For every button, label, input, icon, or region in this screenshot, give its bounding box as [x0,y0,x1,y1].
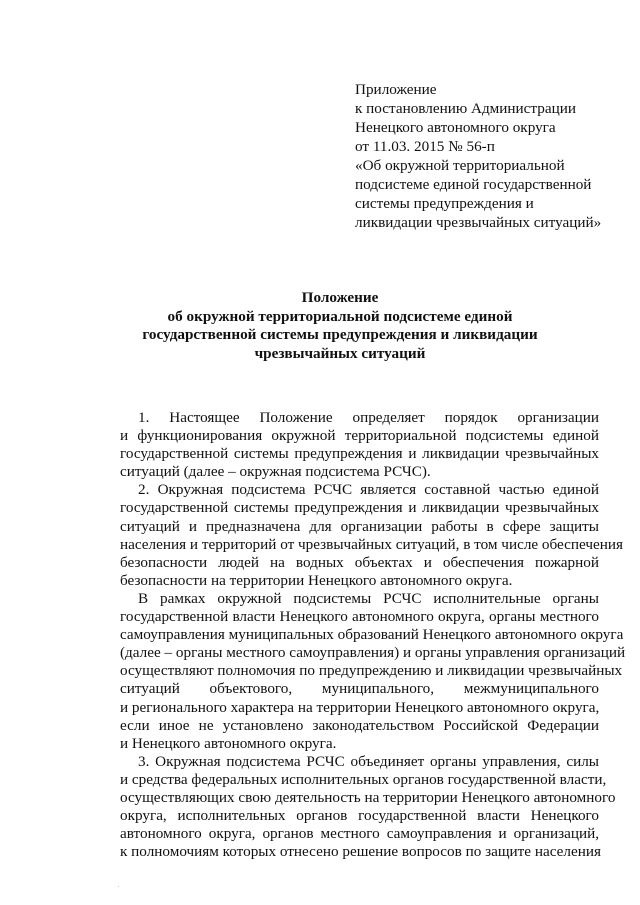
title-line: Положение [301,289,379,306]
paragraph-2-line: безопасности на территории Ненецкого автономного округа. [120,571,513,589]
appendix-line: «Об окружной территориальной [355,157,565,174]
appendix-line: системы предупреждения и [355,195,534,212]
appendix-line: Приложение [355,81,437,98]
paragraph-3-line: государственной власти Ненецкого автономного округа, органы местного [120,608,599,626]
paragraph-3-line: самоуправления муниципальных образований Ненецкого автономного округа [120,626,624,644]
paragraph-1-line: и функционирования окружной территориальной подсистемы единой [120,427,599,445]
paragraph-1-line: ситуаций (далее – окружная подсистема РСЧС). [120,463,431,481]
paragraph-1-line: государственной системы предупреждения и ликвидации чрезвычайных [120,445,599,463]
title-line: об окружной территориальной подсистеме единой [167,307,513,325]
paragraph-3-line: (далее – органы местного самоуправления) и органы управления организаций [120,644,626,662]
paragraph-4-line: и средства федеральных исполнительных органов государственной власти, [120,770,607,788]
paragraph-2-line: безопасности людей на водных объектах и обеспечения пожарной [120,553,599,571]
appendix-line: к постановлению Администрации [355,100,576,117]
appendix-line: ликвидации чрезвычайных ситуаций» [355,214,602,231]
appendix-line: от 11.03. 2015 № 56-п [355,138,495,155]
paragraph-2-line: ситуаций и предназначена для организации работы в сфере защиты [120,517,599,535]
paragraph-4-line: к полномочиям которых отнесено решение вопросов по защите населения [120,843,601,861]
paragraph-4-line: осуществляющих свою деятельность на территории Ненецкого автономного [120,788,616,806]
paragraph-3-line: и регионального характера на территории Ненецкого автономного округа, [120,698,600,716]
title-line: государственной системы предупреждения и ликвидации [142,326,538,343]
appendix-header [355,80,625,232]
paragraph-4-line: округа, исполнительных органов государственной власти Ненецкого [120,807,599,825]
paragraph-4-line: 3. Окружная подсистема РСЧС объединяет органы управления, силы [138,752,599,770]
paragraph-3-line: и Ненецкого автономного округа. [120,734,337,752]
scan-artifact [118,886,119,887]
document-body [120,409,626,861]
paragraph-3-line: если иное не установлено законодательством Российской Федерации [120,716,599,734]
paragraph-2-line: населения и территорий от чрезвычайных ситуаций, в том числе обеспечения [120,535,624,553]
paragraph-3-line: осуществляют полномочия по предупреждению и ликвидации чрезвычайных [120,662,623,680]
paragraph-3-line: В рамках окружной подсистемы РСЧС исполнительные органы [138,589,599,607]
document-title [90,289,590,363]
paragraph-3-line: ситуаций объектового, муниципального, межмуниципального [120,680,599,698]
paragraph-4-line: автономного округа, органов местного самоуправления и организаций, [120,825,599,843]
paragraph-2-line: государственной системы предупреждения и ликвидации чрезвычайных [120,499,599,517]
paragraph-1-line: 1. Настоящее Положение определяет порядок организации [138,409,599,426]
title-line: чрезвычайных ситуаций [254,344,426,362]
paragraph-2-line: 2. Окружная подсистема РСЧС является составной частью единой [138,481,599,499]
appendix-line: подсистеме единой государственной [355,176,592,193]
appendix-line: Ненецкого автономного округа [355,119,556,136]
